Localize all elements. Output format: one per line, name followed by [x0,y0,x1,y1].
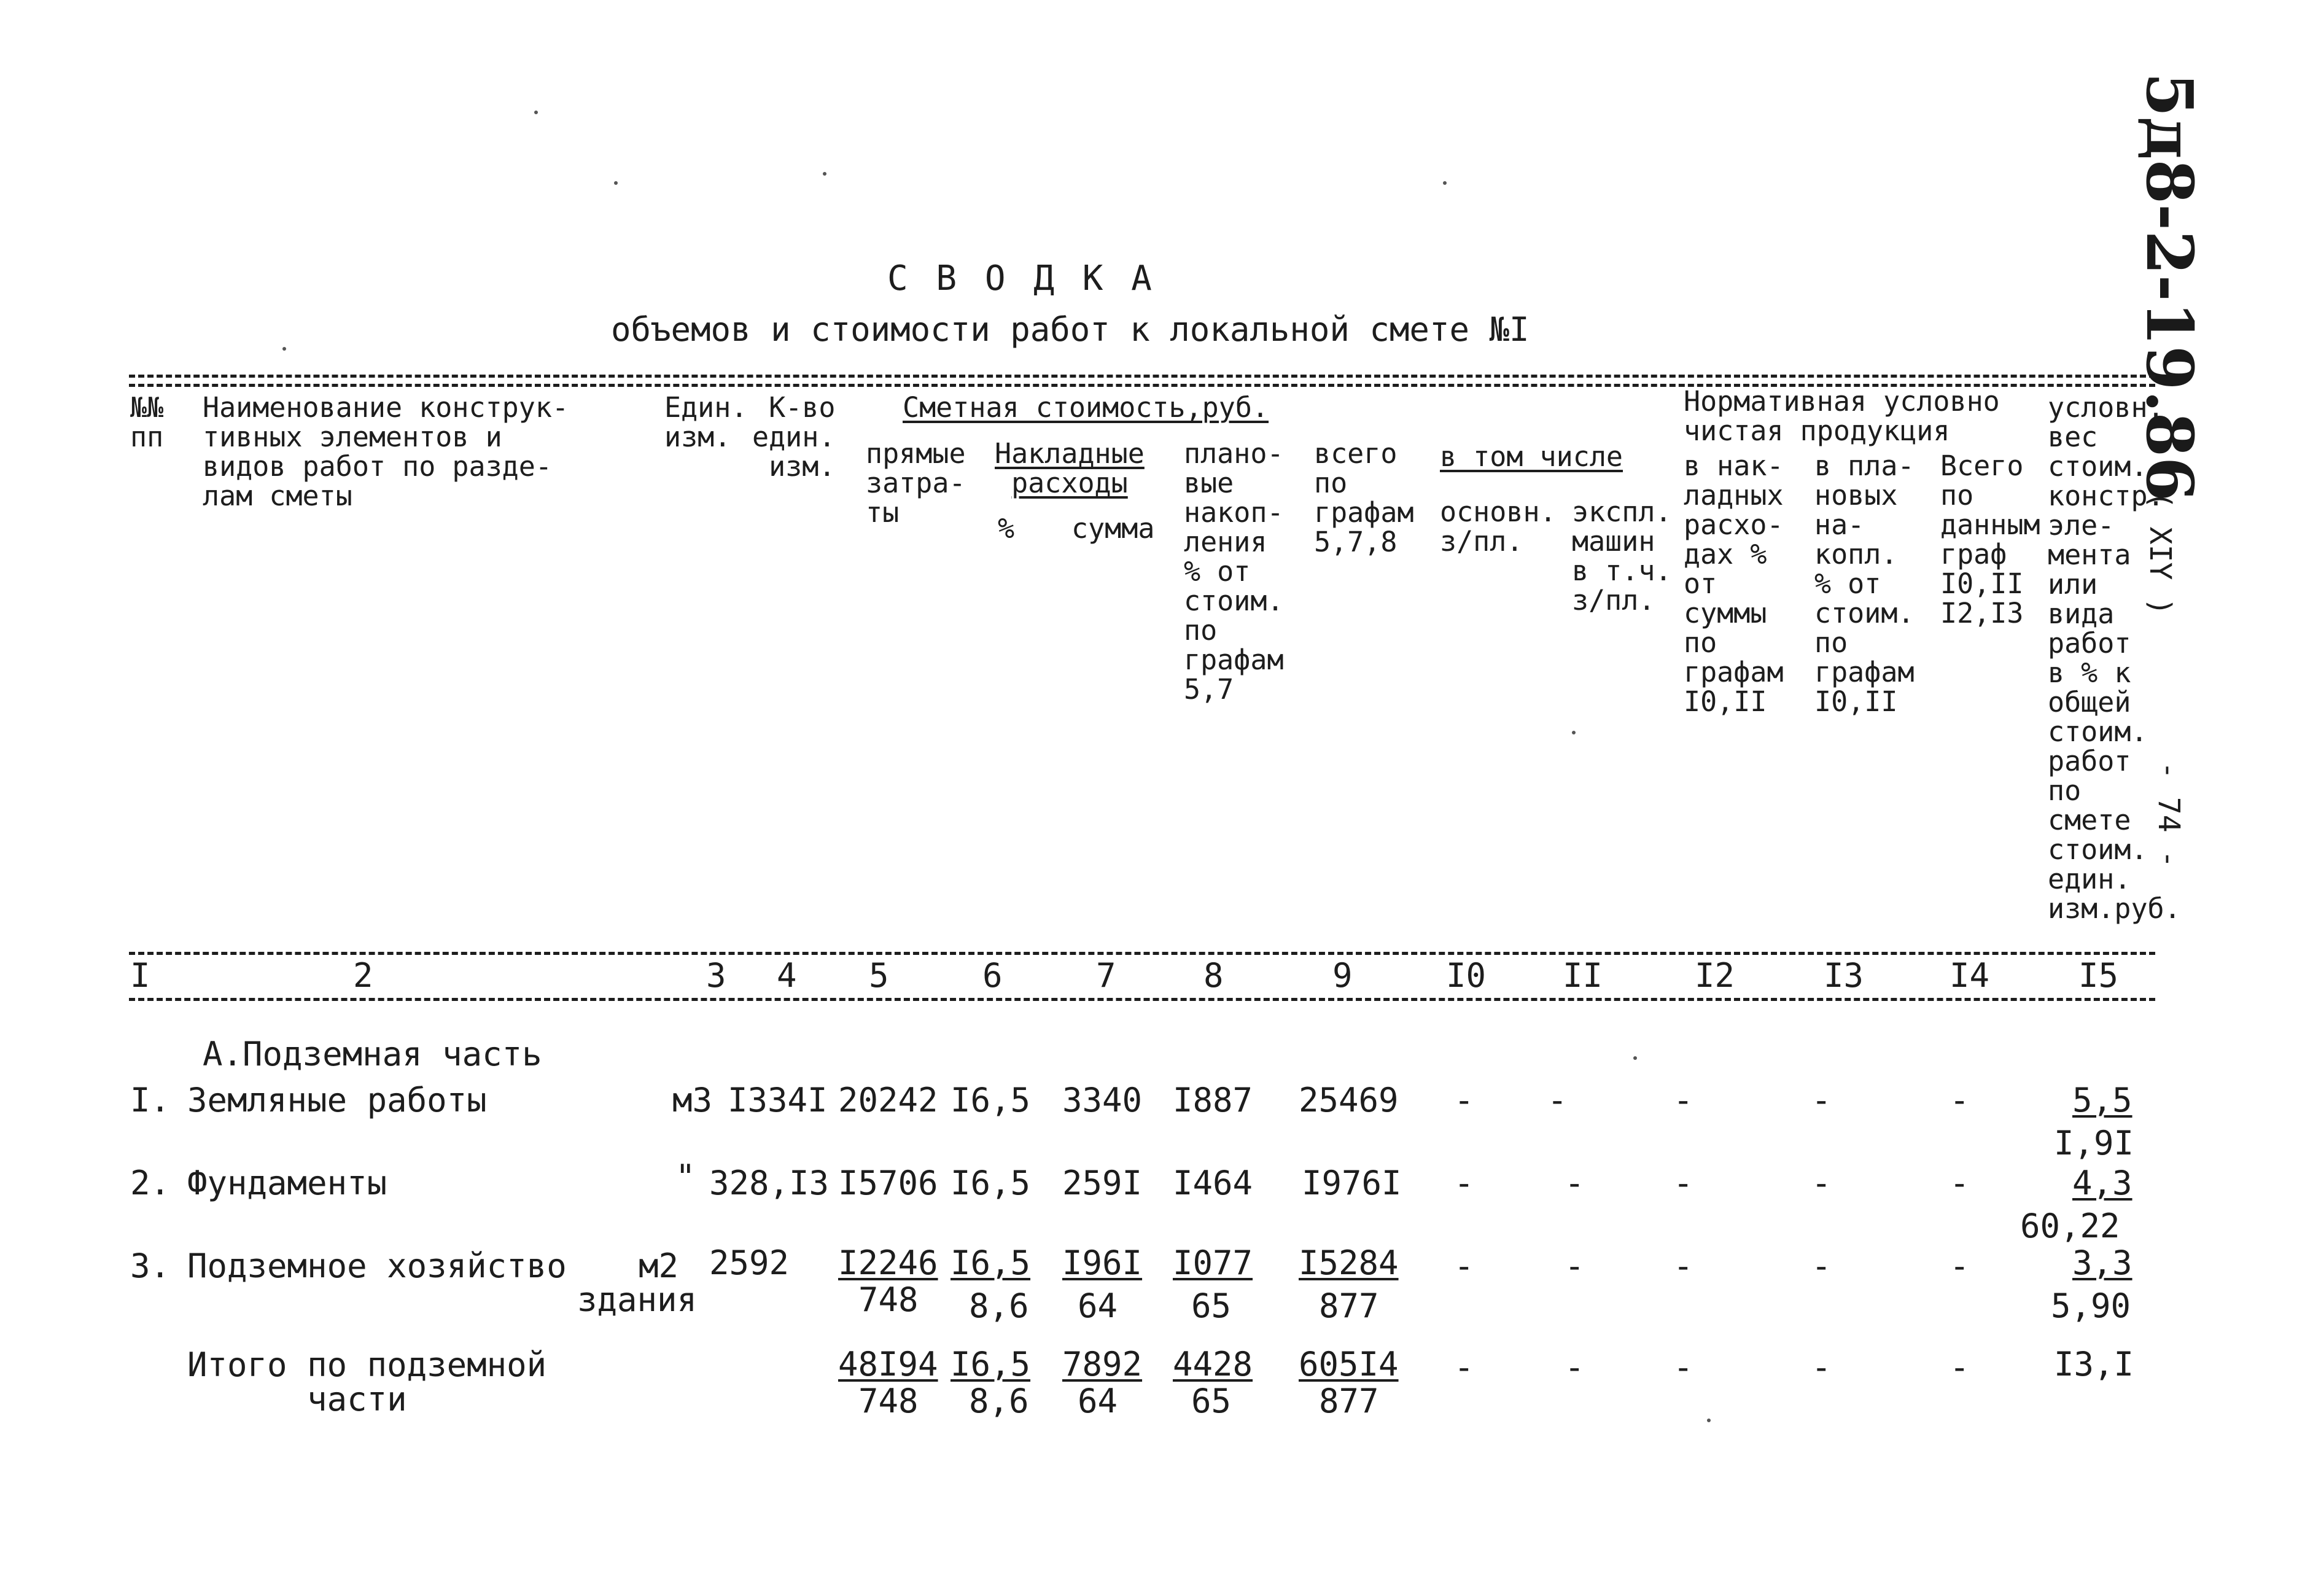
header-col7: сумма [1071,512,1155,545]
colnum-1: I [130,956,150,995]
row-c11: - [1547,1081,1568,1119]
row-unit-2: здания [577,1280,698,1319]
colnum-6: 6 [982,956,1003,995]
row-pct: I6,5 [951,1081,1031,1119]
subtotal-sum-2: 64 [1078,1382,1118,1420]
row-c10: - [1454,1247,1474,1285]
colnum-4: 4 [777,956,797,995]
row-c12: - [1673,1081,1693,1119]
row-pct: I6,5 [951,1164,1031,1202]
subtotal-direct-2: 748 [858,1382,919,1420]
header-col6: % [998,512,1015,545]
colnum-9: 9 [1332,956,1353,995]
row-c12: - [1673,1247,1693,1285]
header-col13: в пла- новых на- копл. % от стоим. по графам I0,II [1814,450,1915,718]
row-pct-2: 8,6 [969,1287,1029,1325]
subtotal-c13: - [1811,1348,1832,1387]
scan-speck [823,172,826,176]
header-col12: в нак- ладных расхо- дах % от суммы по графам I0,II [1684,450,1784,718]
row-plan-2: 65 [1191,1287,1232,1325]
header-col1: №№ пп [130,391,164,453]
colnum-2: 2 [353,956,373,995]
row-sum: I96I [1062,1244,1143,1282]
row-weight: 4,3 [2072,1164,2132,1202]
row-unitcost: 60,22 [2020,1207,2120,1245]
subtotal-c14: - [1950,1348,1970,1387]
subtotal-c12: - [1673,1348,1693,1387]
row-sum: 3340 [1062,1081,1143,1119]
row-unit: " [675,1158,696,1196]
row-c14: - [1950,1081,1970,1119]
header-col2: Наименование конструк- тивных элементов и видов работ по разде- лам сметы [203,391,569,512]
row-c10: - [1454,1164,1474,1202]
row-c10: - [1454,1081,1474,1119]
header-group-including: в том числе [1440,440,1623,473]
header-col5: прямые затра- ты [866,437,966,529]
colnum-5: 5 [869,956,889,995]
subtotal-c10: - [1454,1348,1474,1387]
subtotal-weight: I3,I [2054,1345,2134,1384]
colnum-11: II [1563,956,1603,995]
scan-speck [1572,731,1576,734]
row-c13: - [1811,1164,1832,1202]
column-numbers-rule-top [129,952,2155,955]
row-c11: - [1565,1247,1585,1285]
row-direct-2: 748 [858,1280,919,1319]
section-heading: А.Подземная часть [203,1035,542,1073]
subtotal-name: Итого по подземной части [187,1345,547,1419]
colnum-7: 7 [1096,956,1116,995]
subtotal-c11: - [1565,1348,1585,1387]
colnum-13: I3 [1824,956,1864,995]
subtotal-sum: 7892 [1062,1345,1143,1384]
row-name: Фундаменты [187,1164,387,1202]
row-c13: - [1811,1247,1832,1285]
scan-speck [1633,1056,1637,1060]
row-weight: 5,5 [2072,1081,2132,1119]
header-col15: условн. вес стоим. констр. эле- мента или вида работ в % к общей стоим. работ по смете стоим. един. изм.руб. [2048,391,2181,925]
row-name: Подземное хозяйство [187,1247,567,1285]
row-sum-2: 64 [1078,1287,1118,1325]
table-top-rule [129,375,2155,378]
document-subtitle: объемов и стоимости работ к локальной смете №I [611,310,1530,349]
row-qty: 2592 [709,1244,790,1282]
row-unitcost: I,9I [2054,1124,2134,1162]
row-total: I5284 [1299,1244,1399,1282]
row-plan: I464 [1173,1164,1253,1202]
row-sum: 259I [1062,1164,1143,1202]
header-col3: Един. изм. [664,391,748,453]
row-total-2: 877 [1319,1287,1379,1325]
document-title: С В О Д К А [887,259,1156,298]
header-col4: К-во един. изм. [752,391,836,483]
row-total: I976I [1302,1164,1402,1202]
subtotal-total-2: 877 [1319,1382,1379,1420]
colnum-12: I2 [1695,956,1735,995]
scan-speck [614,181,618,185]
row-qty: 328,I3 [709,1164,830,1202]
row-unit: м3 [672,1081,713,1119]
row-c14: - [1950,1164,1970,1202]
row-c14: - [1950,1247,1970,1285]
row-pct: I6,5 [951,1244,1031,1282]
colnum-10: I0 [1446,956,1487,995]
row-qty: I334I [728,1081,828,1119]
subtotal-direct: 48I94 [838,1345,938,1384]
header-col10: основн. з/пл. [1440,496,1557,558]
subtotal-total: 605I4 [1299,1345,1399,1384]
row-c13: - [1811,1081,1832,1119]
header-col14: Всего по данным граф I0,II I2,I3 [1940,450,2040,629]
row-direct: I2246 [838,1244,938,1282]
subtotal-plan-2: 65 [1191,1382,1232,1420]
column-numbers-rule-bottom [129,998,2155,1001]
header-col11: экспл. машин в т.ч. з/пл. [1572,496,1672,617]
row-c11: - [1565,1164,1585,1202]
row-number: 2. [130,1164,171,1202]
header-group-norm: Нормативная условно чистая продукция [1684,385,2000,447]
header-group-cost: Сметная стоимость,руб. [903,391,1269,424]
colnum-8: 8 [1203,956,1224,995]
header-col9: всего по графам 5,7,8 [1314,437,1414,558]
margin-code-2: ( XIY ) [2143,491,2177,616]
scan-speck [282,347,286,351]
row-unit: м2 [639,1247,679,1285]
colnum-3: 3 [706,956,726,995]
colnum-15: I5 [2078,956,2119,995]
row-total: 25469 [1299,1081,1399,1119]
header-col8: плано- вые накоп- ления % от стоим. по графам 5,7 [1184,437,1284,706]
row-plan: I887 [1173,1081,1253,1119]
row-plan: I077 [1173,1244,1253,1282]
scan-speck [1707,1419,1711,1422]
row-c12: - [1673,1164,1693,1202]
header-group-overhead: Накладные расходы [995,437,1145,499]
row-weight: 3,3 [2072,1244,2132,1282]
page-number: - 74 - [2152,761,2186,868]
row-direct: 20242 [838,1081,938,1119]
row-number: I. [130,1081,171,1119]
row-direct: I5706 [838,1164,938,1202]
subtotal-pct: I6,5 [951,1345,1031,1384]
colnum-14: I4 [1950,956,1990,995]
row-number: 3. [130,1247,171,1285]
margin-code: 5д8-2-19.86 [2132,72,2207,502]
scan-speck [1443,181,1447,185]
subtotal-plan: 4428 [1173,1345,1253,1384]
row-name: Земляные работы [187,1081,487,1119]
subtotal-pct-2: 8,6 [969,1382,1029,1420]
scan-speck [534,111,538,114]
row-unitcost: 5,90 [2051,1287,2131,1325]
